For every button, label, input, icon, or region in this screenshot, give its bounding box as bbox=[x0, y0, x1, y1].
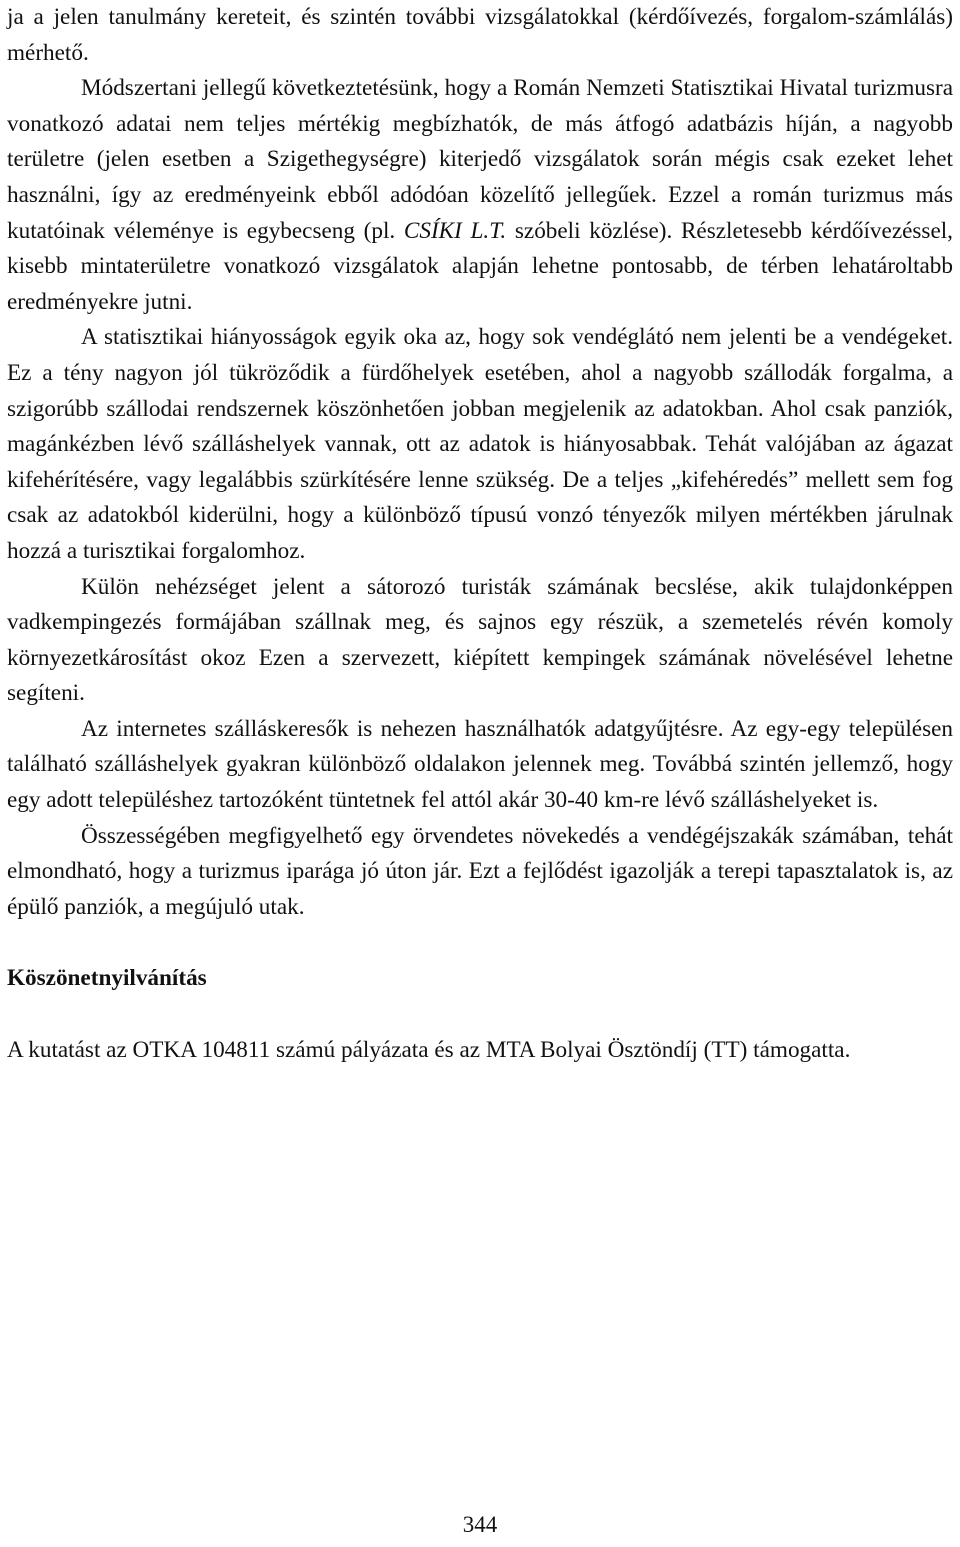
italic-reference: CSÍKI L.T. bbox=[403, 217, 507, 244]
page-number: 344 bbox=[462, 1512, 498, 1537]
body-paragraph bbox=[7, 819, 953, 926]
body-text bbox=[7, 0, 953, 925]
section-gap bbox=[7, 925, 953, 961]
section-gap bbox=[7, 997, 953, 1033]
body-paragraph bbox=[7, 0, 953, 71]
text-run: Külön nehézséget jelent a sátorozó turisták számának becslése, akik tulajdonképpen vadkempingezés formájában szállnak meg, és sajnos egy részük, a szemetelés révén komoly környezetkárosítást okoz Ezen a szervezett, kiépített kempingek számának növelésével lehetne segíteni. bbox=[7, 573, 953, 707]
document-page bbox=[7, 0, 953, 1069]
text-run: A statisztikai hiányosságok egyik oka az, hogy sok vendéglátó nem jelenti be a vendégeket. Ez a tény nagyon jól tükröződik a fürdőhelyek esetében, ahol a nagyobb szállodák forgalma, a szigorúbb szállodai rendszernek köszönhetően jobban megjelenik az adatokban. Ahol csak panziók, magánkézben lévő szálláshelyek vannak, ott az adatok is hiányosabbak. Tehát valójában az ágazat kifehérítésére, vagy legalábbis szürkítésére lenne szükség. De a teljes „kifehéredés” mellett sem fog csak az adatokból kiderülni, hogy a különböző típusú vonzó tényezők milyen mértékben járulnak hozzá a turisztikai forgalomhoz. bbox=[7, 324, 953, 564]
acknowledgement-text: A kutatást az OTKA 104811 számú pályázata és az MTA Bolyai Ösztöndíj (TT) támogatta. bbox=[7, 1037, 851, 1064]
body-paragraph bbox=[7, 712, 953, 819]
text-run: ja a jelen tanulmány kereteit, és szintén további vizsgálatokkal (kérdőívezés, forgalom-számlálás) mérhető. bbox=[7, 4, 953, 66]
text-run: Összességében megfigyelhető egy örvendetes növekedés a vendégéjszakák számában, tehát elmondható, hogy a turizmus iparága jó úton jár. Ezt a fejlődést igazolják a terepi tapasztalatok is, az épülő panziók, a megújuló utak. bbox=[7, 822, 953, 920]
text-run: szóbeli közlése). Részletesebb kérdőívezéssel, kisebb mintaterületre vonatkozó vizsgálatok alapján lehetne pontosabb, de térben lehatároltabb eredményekre jutni. bbox=[7, 217, 953, 315]
acknowledgement-heading: Köszönetnyilvánítás bbox=[7, 965, 207, 992]
text-run: Módszertani jellegű következtetésünk, hogy a Román Nemzeti Statisztikai Hivatal turizmusra vonatkozó adatai nem teljes mértékig megbízhatók, de más átfogó adatbázis híján, a nagyobb területre (jelen esetben a Szigethegységre) kiterjedő vizsgálatok során mégis csak ezeket lehet használni, így az eredményeink ebből adódóan közelítő jellegűek. Ezzel a román turizmus más kutatóinak véleménye is egybecseng (pl. bbox=[7, 75, 953, 244]
body-paragraph bbox=[7, 570, 953, 712]
body-paragraph bbox=[7, 71, 953, 320]
body-paragraph bbox=[7, 320, 953, 569]
text-run: Az internetes szálláskeresők is nehezen használhatók adatgyűjtésre. Az egy-egy településen található szálláshelyek gyakran különböző oldalakon jelennek meg. Továbbá szintén jellemző, hogy egy adott településhez tartozóként tüntetnek fel attól akár 30-40 km-re lévő szálláshelyeket is. bbox=[7, 715, 953, 814]
